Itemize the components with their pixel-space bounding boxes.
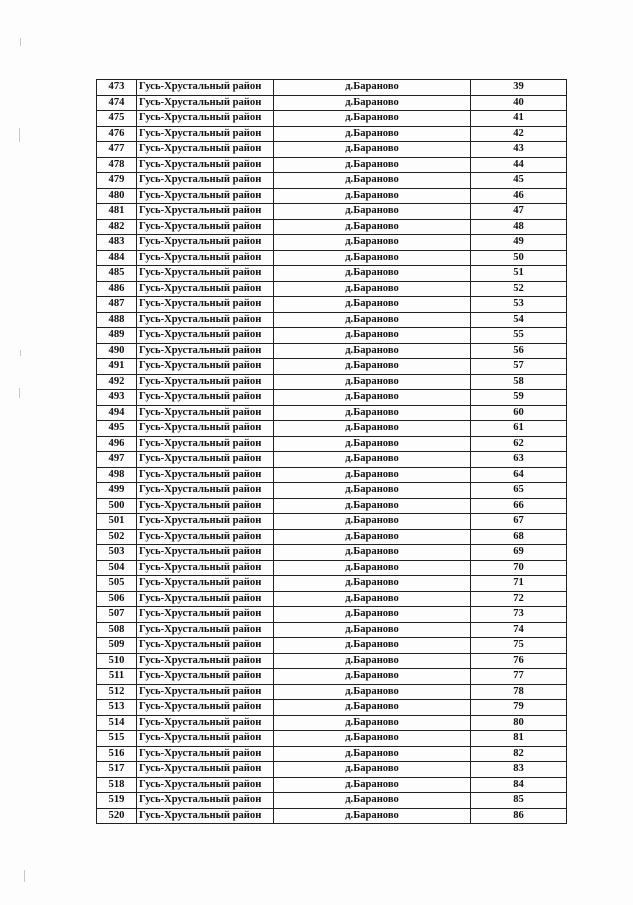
house-number-cell: 40 [471,95,567,111]
settlement-cell: д.Бараново [274,793,471,809]
district-cell: Гусь-Хрустальный район [137,297,274,313]
house-number-cell: 53 [471,297,567,313]
table-row [97,669,567,685]
settlement-cell: д.Бараново [274,591,471,607]
settlement-cell: д.Бараново [274,483,471,499]
house-number-cell: 81 [471,731,567,747]
house-number-cell: 75 [471,638,567,654]
district-cell: Гусь-Хрустальный район [137,111,274,127]
district-cell: Гусь-Хрустальный район [137,498,274,514]
house-number-cell: 85 [471,793,567,809]
house-number-cell: 65 [471,483,567,499]
house-number-cell: 77 [471,669,567,685]
settlement-cell: д.Бараново [274,157,471,173]
table-row [97,498,567,514]
district-cell: Гусь-Хрустальный район [137,731,274,747]
house-number-cell: 69 [471,545,567,561]
table-row [97,173,567,189]
house-number-cell: 48 [471,219,567,235]
settlement-cell: д.Бараново [274,607,471,623]
table-row [97,188,567,204]
settlement-cell: д.Бараново [274,669,471,685]
row-number-cell: 497 [97,452,137,468]
table-row [97,343,567,359]
row-number-cell: 489 [97,328,137,344]
district-cell: Гусь-Хрустальный район [137,545,274,561]
settlement-cell: д.Бараново [274,312,471,328]
row-number-cell: 485 [97,266,137,282]
table-row [97,250,567,266]
settlement-cell: д.Бараново [274,343,471,359]
table-row [97,297,567,313]
house-number-cell: 79 [471,700,567,716]
district-cell: Гусь-Хрустальный район [137,777,274,793]
row-number-cell: 520 [97,808,137,824]
settlement-cell: д.Бараново [274,452,471,468]
row-number-cell: 507 [97,607,137,623]
settlement-cell: д.Бараново [274,684,471,700]
settlement-cell: д.Бараново [274,390,471,406]
house-number-cell: 78 [471,684,567,700]
house-number-cell: 47 [471,204,567,220]
settlement-cell: д.Бараново [274,653,471,669]
settlement-cell: д.Бараново [274,126,471,142]
table-row [97,312,567,328]
table-row [97,95,567,111]
scan-mark [19,128,20,142]
house-number-cell: 63 [471,452,567,468]
settlement-cell: д.Бараново [274,576,471,592]
house-number-cell: 43 [471,142,567,158]
row-number-cell: 516 [97,746,137,762]
table-row [97,529,567,545]
table-row [97,390,567,406]
row-number-cell: 501 [97,514,137,530]
district-cell: Гусь-Хрустальный район [137,157,274,173]
house-number-cell: 73 [471,607,567,623]
row-number-cell: 498 [97,467,137,483]
settlement-cell: д.Бараново [274,514,471,530]
district-cell: Гусь-Хрустальный район [137,250,274,266]
house-number-cell: 61 [471,421,567,437]
table-row [97,328,567,344]
district-cell: Гусь-Хрустальный район [137,514,274,530]
settlement-cell: д.Бараново [274,219,471,235]
row-number-cell: 499 [97,483,137,499]
district-cell: Гусь-Хрустальный район [137,328,274,344]
house-number-cell: 55 [471,328,567,344]
table-row [97,576,567,592]
house-number-cell: 62 [471,436,567,452]
district-cell: Гусь-Хрустальный район [137,281,274,297]
house-number-cell: 66 [471,498,567,514]
settlement-cell: д.Бараново [274,188,471,204]
settlement-cell: д.Бараново [274,467,471,483]
table-row [97,762,567,778]
district-cell: Гусь-Хрустальный район [137,700,274,716]
table-row [97,793,567,809]
district-cell: Гусь-Хрустальный район [137,653,274,669]
row-number-cell: 486 [97,281,137,297]
settlement-cell: д.Бараново [274,700,471,716]
settlement-cell: д.Бараново [274,746,471,762]
district-cell: Гусь-Хрустальный район [137,421,274,437]
settlement-cell: д.Бараново [274,545,471,561]
row-number-cell: 504 [97,560,137,576]
table-row [97,436,567,452]
district-cell: Гусь-Хрустальный район [137,576,274,592]
district-cell: Гусь-Хрустальный район [137,204,274,220]
row-number-cell: 514 [97,715,137,731]
settlement-cell: д.Бараново [274,421,471,437]
row-number-cell: 491 [97,359,137,375]
row-number-cell: 517 [97,762,137,778]
house-number-cell: 49 [471,235,567,251]
row-number-cell: 482 [97,219,137,235]
settlement-cell: д.Бараново [274,715,471,731]
row-number-cell: 505 [97,576,137,592]
row-number-cell: 500 [97,498,137,514]
table-row [97,405,567,421]
district-cell: Гусь-Хрустальный район [137,483,274,499]
district-cell: Гусь-Хрустальный район [137,715,274,731]
district-cell: Гусь-Хрустальный район [137,235,274,251]
table-row [97,80,567,96]
district-cell: Гусь-Хрустальный район [137,95,274,111]
settlement-cell: д.Бараново [274,762,471,778]
table-body [97,80,567,824]
district-cell: Гусь-Хрустальный район [137,622,274,638]
house-number-cell: 72 [471,591,567,607]
district-cell: Гусь-Хрустальный район [137,793,274,809]
house-number-cell: 70 [471,560,567,576]
table-row [97,467,567,483]
table-row [97,700,567,716]
row-number-cell: 513 [97,700,137,716]
row-number-cell: 473 [97,80,137,96]
row-number-cell: 510 [97,653,137,669]
table-row [97,746,567,762]
settlement-cell: д.Бараново [274,297,471,313]
row-number-cell: 519 [97,793,137,809]
district-cell: Гусь-Хрустальный район [137,762,274,778]
table-row [97,560,567,576]
row-number-cell: 488 [97,312,137,328]
table-row [97,731,567,747]
house-number-cell: 50 [471,250,567,266]
house-number-cell: 56 [471,343,567,359]
row-number-cell: 518 [97,777,137,793]
scan-mark [20,350,21,356]
house-number-cell: 64 [471,467,567,483]
row-number-cell: 494 [97,405,137,421]
district-cell: Гусь-Хрустальный район [137,142,274,158]
district-cell: Гусь-Хрустальный район [137,684,274,700]
settlement-cell: д.Бараново [274,638,471,654]
district-cell: Гусь-Хрустальный район [137,126,274,142]
district-cell: Гусь-Хрустальный район [137,343,274,359]
house-number-cell: 42 [471,126,567,142]
row-number-cell: 509 [97,638,137,654]
settlement-cell: д.Бараново [274,731,471,747]
settlement-cell: д.Бараново [274,436,471,452]
row-number-cell: 475 [97,111,137,127]
house-number-cell: 52 [471,281,567,297]
house-number-cell: 60 [471,405,567,421]
district-cell: Гусь-Хрустальный район [137,173,274,189]
settlement-cell: д.Бараново [274,281,471,297]
table-row [97,808,567,824]
table-row [97,638,567,654]
row-number-cell: 492 [97,374,137,390]
table-row [97,359,567,375]
settlement-cell: д.Бараново [274,622,471,638]
row-number-cell: 476 [97,126,137,142]
house-number-cell: 51 [471,266,567,282]
settlement-cell: д.Бараново [274,328,471,344]
row-number-cell: 512 [97,684,137,700]
table-row [97,111,567,127]
table-row [97,483,567,499]
house-number-cell: 67 [471,514,567,530]
district-cell: Гусь-Хрустальный район [137,529,274,545]
house-number-cell: 57 [471,359,567,375]
table-row [97,591,567,607]
scan-mark [24,870,25,882]
table-row [97,421,567,437]
district-cell: Гусь-Хрустальный район [137,436,274,452]
district-cell: Гусь-Хрустальный район [137,219,274,235]
house-number-cell: 58 [471,374,567,390]
settlement-cell: д.Бараново [274,359,471,375]
settlement-cell: д.Бараново [274,80,471,96]
settlement-cell: д.Бараново [274,560,471,576]
district-cell: Гусь-Хрустальный район [137,80,274,96]
row-number-cell: 496 [97,436,137,452]
settlement-cell: д.Бараново [274,173,471,189]
settlement-cell: д.Бараново [274,405,471,421]
row-number-cell: 511 [97,669,137,685]
district-cell: Гусь-Хрустальный район [137,374,274,390]
settlement-cell: д.Бараново [274,777,471,793]
house-number-cell: 83 [471,762,567,778]
row-number-cell: 515 [97,731,137,747]
house-number-cell: 41 [471,111,567,127]
table-row [97,622,567,638]
settlement-cell: д.Бараново [274,529,471,545]
district-cell: Гусь-Хрустальный район [137,452,274,468]
district-cell: Гусь-Хрустальный район [137,467,274,483]
house-number-cell: 86 [471,808,567,824]
table-row [97,374,567,390]
row-number-cell: 493 [97,390,137,406]
settlement-cell: д.Бараново [274,266,471,282]
district-cell: Гусь-Хрустальный район [137,808,274,824]
row-number-cell: 484 [97,250,137,266]
settlement-cell: д.Бараново [274,95,471,111]
house-number-cell: 45 [471,173,567,189]
table-row [97,219,567,235]
settlement-cell: д.Бараново [274,142,471,158]
row-number-cell: 487 [97,297,137,313]
row-number-cell: 506 [97,591,137,607]
row-number-cell: 502 [97,529,137,545]
settlement-cell: д.Бараново [274,808,471,824]
table-row [97,281,567,297]
settlement-cell: д.Бараново [274,250,471,266]
house-number-cell: 46 [471,188,567,204]
settlement-cell: д.Бараново [274,374,471,390]
row-number-cell: 490 [97,343,137,359]
table-row [97,452,567,468]
table-row [97,142,567,158]
table-row [97,545,567,561]
table-row [97,266,567,282]
house-number-cell: 84 [471,777,567,793]
address-table [96,79,567,824]
scan-mark [19,388,20,398]
table-row [97,607,567,623]
house-number-cell: 80 [471,715,567,731]
row-number-cell: 480 [97,188,137,204]
house-number-cell: 39 [471,80,567,96]
row-number-cell: 503 [97,545,137,561]
settlement-cell: д.Бараново [274,204,471,220]
table-row [97,157,567,173]
table-row [97,684,567,700]
scan-mark [20,38,21,46]
table-row [97,777,567,793]
row-number-cell: 478 [97,157,137,173]
table-row [97,514,567,530]
row-number-cell: 483 [97,235,137,251]
table-row [97,715,567,731]
row-number-cell: 481 [97,204,137,220]
house-number-cell: 54 [471,312,567,328]
district-cell: Гусь-Хрустальный район [137,746,274,762]
district-cell: Гусь-Хрустальный район [137,638,274,654]
row-number-cell: 474 [97,95,137,111]
table-row [97,235,567,251]
row-number-cell: 495 [97,421,137,437]
district-cell: Гусь-Хрустальный район [137,607,274,623]
row-number-cell: 477 [97,142,137,158]
table-row [97,204,567,220]
district-cell: Гусь-Хрустальный район [137,405,274,421]
district-cell: Гусь-Хрустальный район [137,312,274,328]
district-cell: Гусь-Хрустальный район [137,560,274,576]
district-cell: Гусь-Хрустальный район [137,188,274,204]
settlement-cell: д.Бараново [274,111,471,127]
table-row [97,653,567,669]
house-number-cell: 71 [471,576,567,592]
row-number-cell: 479 [97,173,137,189]
district-cell: Гусь-Хрустальный район [137,266,274,282]
settlement-cell: д.Бараново [274,498,471,514]
row-number-cell: 508 [97,622,137,638]
house-number-cell: 44 [471,157,567,173]
house-number-cell: 82 [471,746,567,762]
table-row [97,126,567,142]
district-cell: Гусь-Хрустальный район [137,591,274,607]
district-cell: Гусь-Хрустальный район [137,390,274,406]
house-number-cell: 59 [471,390,567,406]
district-cell: Гусь-Хрустальный район [137,669,274,685]
house-number-cell: 74 [471,622,567,638]
house-number-cell: 76 [471,653,567,669]
district-cell: Гусь-Хрустальный район [137,359,274,375]
settlement-cell: д.Бараново [274,235,471,251]
house-number-cell: 68 [471,529,567,545]
